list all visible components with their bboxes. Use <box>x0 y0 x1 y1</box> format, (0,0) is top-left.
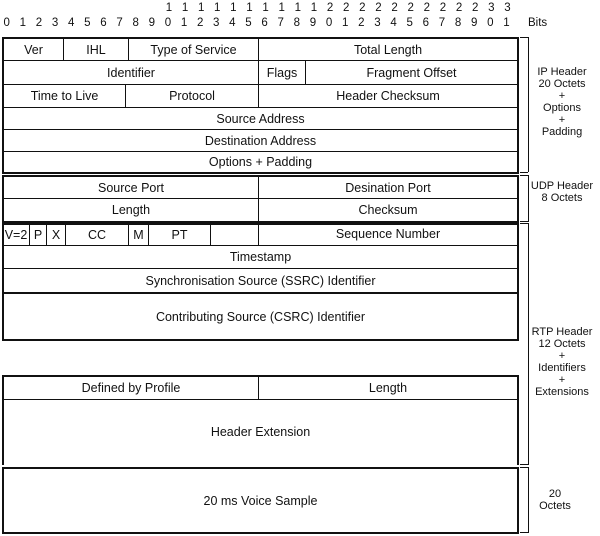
ip-version-field: Ver <box>24 42 43 57</box>
bit-number: 8 <box>132 17 139 29</box>
bit-tens-digit: 2 <box>423 2 431 14</box>
bit-tens-digit: 3 <box>488 2 495 14</box>
udp-length-field: Length <box>111 203 151 217</box>
bit-number: 9 <box>470 17 478 29</box>
rtp-version-field: V=2 <box>4 228 28 242</box>
ip-ttl-field: Time to Live <box>30 89 99 103</box>
ip-ihl-field: IHL <box>86 42 106 57</box>
rtp-csrc-count-field: CC <box>87 228 107 242</box>
payload-voice-sample-field: 20 ms Voice Sample <box>203 493 318 508</box>
rtp-extension-length-field: Length <box>368 381 408 395</box>
bit-number: 8 <box>454 17 462 29</box>
bit-tens-digit: 2 <box>375 2 382 14</box>
ip-source-address-field: Source Address <box>216 111 305 126</box>
bit-tens-digit: 2 <box>407 2 414 14</box>
bit-tens-digit: 2 <box>326 2 334 14</box>
bit-number: 2 <box>196 17 204 29</box>
ip-protocol-field: Protocol <box>169 89 215 103</box>
bit-tens-digit: 1 <box>246 2 253 14</box>
bit-tens-digit: 2 <box>391 2 398 14</box>
bit-number: 7 <box>438 17 446 29</box>
bit-number: 3 <box>374 17 381 29</box>
bit-number: 2 <box>358 17 365 29</box>
bit-number: 1 <box>19 17 27 29</box>
bit-number: 3 <box>51 17 59 29</box>
udp-source-port-field: Source Port <box>97 180 164 195</box>
bit-number: 6 <box>261 17 268 29</box>
bit-tens-digit: 1 <box>197 2 205 14</box>
bit-tens-digit: 2 <box>439 2 447 14</box>
bit-number: 7 <box>116 17 123 29</box>
rtp-csrc-field: Contributing Source (CSRC) Identifier <box>155 309 366 324</box>
bit-tens-digit: 2 <box>471 2 479 14</box>
bit-number: 4 <box>229 17 236 29</box>
udp-destination-port-field: Desination Port <box>345 180 431 195</box>
bit-number: 0 <box>3 17 10 29</box>
bit-tens-digit: 1 <box>214 2 221 14</box>
ip-flags-field: Flags <box>266 65 298 80</box>
bit-number: 1 <box>180 17 188 29</box>
bit-number: 4 <box>390 17 397 29</box>
ip-identifier-field: Identifier <box>107 65 155 80</box>
bit-number: 1 <box>342 17 349 29</box>
udp-header-side-label: UDP Header 8 Octets <box>530 180 594 204</box>
bit-number: 0 <box>325 17 333 29</box>
bit-tens-digit: 2 <box>359 2 366 14</box>
rtp-marker-bit-field: M <box>133 228 144 242</box>
bit-tens-digit: 1 <box>278 2 285 14</box>
bit-number: 1 <box>503 17 510 29</box>
rtp-header-side-label: RTP Header 12 Octets + Identifiers + Extensions <box>531 326 593 398</box>
bit-number: 3 <box>213 17 220 29</box>
ip-header-checksum-field: Header Checksum <box>336 89 440 103</box>
bit-number: 4 <box>67 17 75 29</box>
bit-number: 9 <box>309 17 317 29</box>
bit-tens-digit: 1 <box>294 2 302 14</box>
payload-side-label: 20 Octets <box>539 488 571 512</box>
rtp-timestamp-field: Timestamp <box>229 250 292 264</box>
rtp-defined-by-profile-field: Defined by Profile <box>81 381 181 395</box>
bit-number: 8 <box>293 17 301 29</box>
bit-number: 0 <box>487 17 494 29</box>
ip-type-of-service-field: Type of Service <box>150 42 237 57</box>
bit-number: 2 <box>35 17 43 29</box>
bit-number: 9 <box>148 17 155 29</box>
bit-tens-digit: 3 <box>504 2 511 14</box>
bit-tens-digit: 1 <box>181 2 189 14</box>
bit-tens-digit: 1 <box>230 2 237 14</box>
bit-number: 5 <box>245 17 252 29</box>
bit-tens-digit: 1 <box>262 2 269 14</box>
ip-destination-address-field: Destination Address <box>204 133 317 148</box>
bit-tens-digit: 1 <box>310 2 318 14</box>
ip-header-side-label: IP Header 20 Octets + Options + Padding <box>537 66 587 138</box>
bit-number: 7 <box>277 17 284 29</box>
rtp-extension-bit-field: X <box>51 228 61 242</box>
bit-tens-digit: 2 <box>343 2 350 14</box>
bit-number: 6 <box>100 17 107 29</box>
ip-fragment-offset-field: Fragment Offset <box>366 65 457 80</box>
rtp-ssrc-field: Synchronisation Source (SSRC) Identifier <box>145 273 376 288</box>
bit-tens-digit: 2 <box>455 2 463 14</box>
rtp-header-extension-field: Header Extension <box>210 425 311 439</box>
rtp-padding-bit-field: P <box>33 228 43 242</box>
rtp-sequence-number-field: Sequence Number <box>335 226 441 241</box>
udp-checksum-field: Checksum <box>358 203 418 217</box>
bit-tens-digit: 1 <box>165 2 173 14</box>
ip-options-padding-field: Options + Padding <box>208 155 313 169</box>
bit-number: 6 <box>422 17 430 29</box>
bit-number: 5 <box>406 17 413 29</box>
bit-number: 0 <box>164 17 172 29</box>
ip-total-length-field: Total Length <box>353 42 423 57</box>
bits-label: Bits <box>528 17 548 29</box>
rtp-payload-type-field: PT <box>171 228 188 242</box>
bit-number: 5 <box>84 17 91 29</box>
